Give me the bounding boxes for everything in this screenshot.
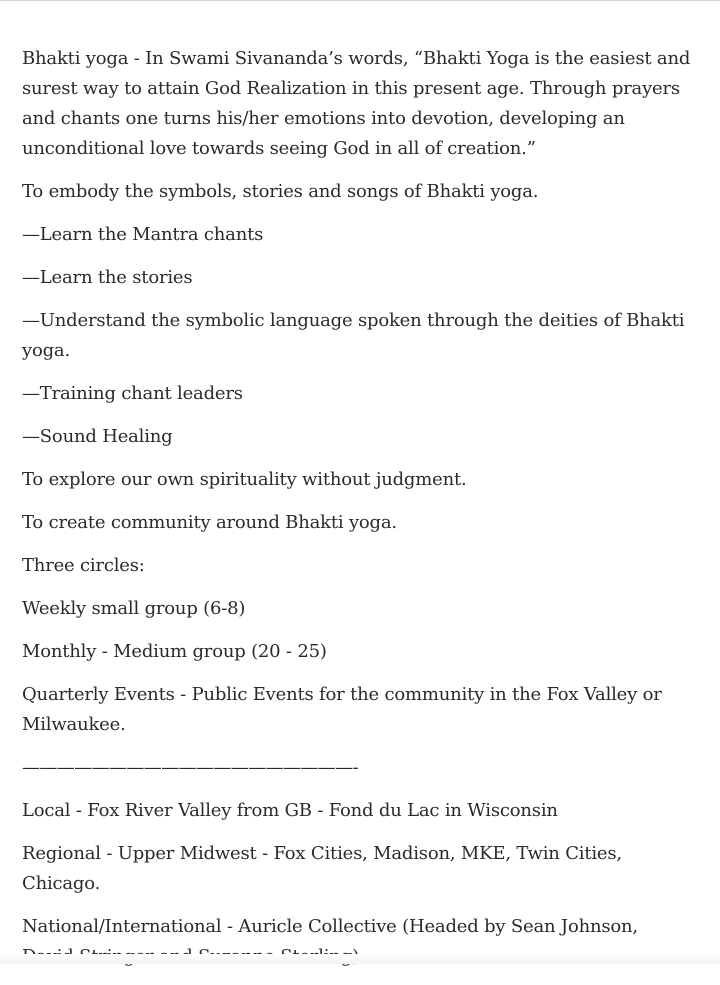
circle-quarterly: Quarterly Events - Public Events for the community in the Fox Valley or Milwaukee. [22,684,662,735]
goal-embody: To embody the symbols, stories and songs of Bhakti yoga. [22,181,539,202]
list-item-chant-leaders: —Training chant leaders [22,383,243,404]
scope-national: National/International - Auricle Collective (Headed by Sean Johnson, [22,916,638,937]
bottom-edge [0,954,720,964]
circles-heading: Three circles: [22,555,145,576]
circle-monthly: Monthly - Medium group (20 - 25) [22,641,327,662]
document-body [22,44,694,985]
circle-weekly: Weekly small group (6-8) [22,598,246,619]
intro-paragraph: Bhakti yoga - In Swami Sivananda’s words, “Bhakti Yoga is the easiest and surest way to attain God Realization in this present age. Through prayers and chants one turns his/her emotions into devotion, developing an unconditional love towards seeing God in all of creation.” [22,48,691,159]
dash-divider: ———————————————————- [22,757,359,778]
scope-regional: Regional - Upper Midwest - Fox Cities, Madison, MKE, Twin Cities, Chicago. [22,843,622,894]
list-item-sound-healing: —Sound Healing [22,426,173,447]
top-divider [0,0,720,1]
goal-community: To create community around Bhakti yoga. [22,512,397,533]
list-item-mantra: —Learn the Mantra chants [22,224,264,245]
scope-local: Local - Fox River Valley from GB - Fond du Lac in Wisconsin [22,800,558,821]
list-item-stories: —Learn the stories [22,267,193,288]
goal-explore: To explore our own spirituality without judgment. [22,469,467,490]
list-item-symbolic-language: —Understand the symbolic language spoken through the deities of Bhakti yoga. [22,310,685,361]
